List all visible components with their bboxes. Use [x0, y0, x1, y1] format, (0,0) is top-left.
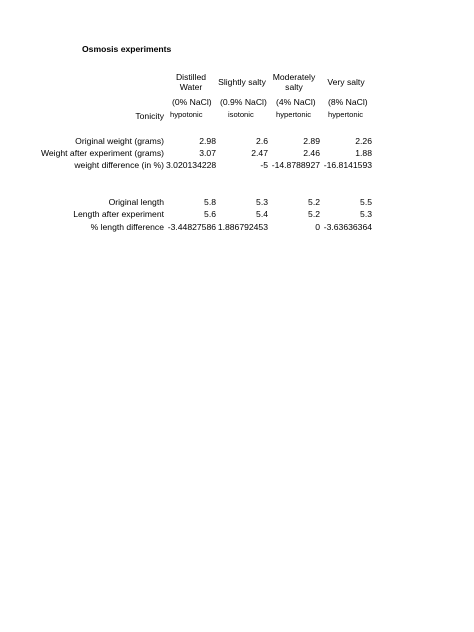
- cell-value: -14.8788927: [271, 160, 320, 170]
- cell-value: 5.3: [256, 197, 268, 207]
- cell-value: 5.8: [204, 197, 216, 207]
- cell-value: -5: [260, 160, 268, 170]
- col-header-name: Moderately salty: [272, 72, 316, 92]
- cell-value: 5.2: [308, 197, 320, 207]
- row-label: Original weight (grams): [75, 136, 164, 146]
- col-tonicity: hypertonic: [328, 110, 364, 119]
- cell-value: 2.26: [355, 136, 372, 146]
- col-concentration: (8% NaCl): [328, 97, 368, 107]
- cell-value: 5.6: [204, 209, 216, 219]
- col-tonicity: isotonic: [228, 110, 254, 119]
- cell-value: 2.98: [199, 136, 216, 146]
- cell-value: 3.020134228: [166, 160, 217, 170]
- col-concentration: (0.9% NaCl): [220, 97, 267, 107]
- col-concentration: (0% NaCl): [172, 97, 212, 107]
- cell-value: 2.89: [303, 136, 320, 146]
- cell-value: 1.886792453: [217, 222, 268, 232]
- cell-value: 5.2: [308, 209, 320, 219]
- cell-value: 2.46: [303, 148, 320, 158]
- cell-value: -3.44827586: [167, 222, 216, 232]
- row-label: weight difference (in %): [74, 160, 164, 170]
- cell-value: 5.5: [360, 197, 372, 207]
- cell-value: 2.47: [251, 148, 268, 158]
- col-tonicity: hypertonic: [276, 110, 312, 119]
- col-header-name: Very salty: [327, 77, 365, 87]
- cell-value: 5.3: [360, 209, 372, 219]
- cell-value: -3.63636364: [323, 222, 372, 232]
- page-title: Osmosis experiments: [82, 44, 172, 54]
- col-concentration: (4% NaCl): [276, 97, 316, 107]
- col-header-name: Distilled Water: [175, 72, 207, 92]
- row-label: Weight after experiment (grams): [40, 148, 164, 158]
- cell-value: 2.6: [256, 136, 268, 146]
- row-label: Length after experiment: [73, 209, 164, 219]
- col-tonicity: hypotonic: [170, 110, 203, 119]
- cell-value: -16.8141593: [323, 160, 372, 170]
- tonicity-label: Tonicity: [135, 111, 164, 121]
- cell-value: 0: [315, 222, 320, 232]
- cell-value: 1.88: [355, 148, 372, 158]
- cell-value: 5.4: [256, 209, 268, 219]
- col-header-name: Slightly salty: [218, 77, 266, 87]
- row-label: Original length: [108, 197, 164, 207]
- cell-value: 3.07: [199, 148, 216, 158]
- row-label: % length difference: [90, 222, 164, 232]
